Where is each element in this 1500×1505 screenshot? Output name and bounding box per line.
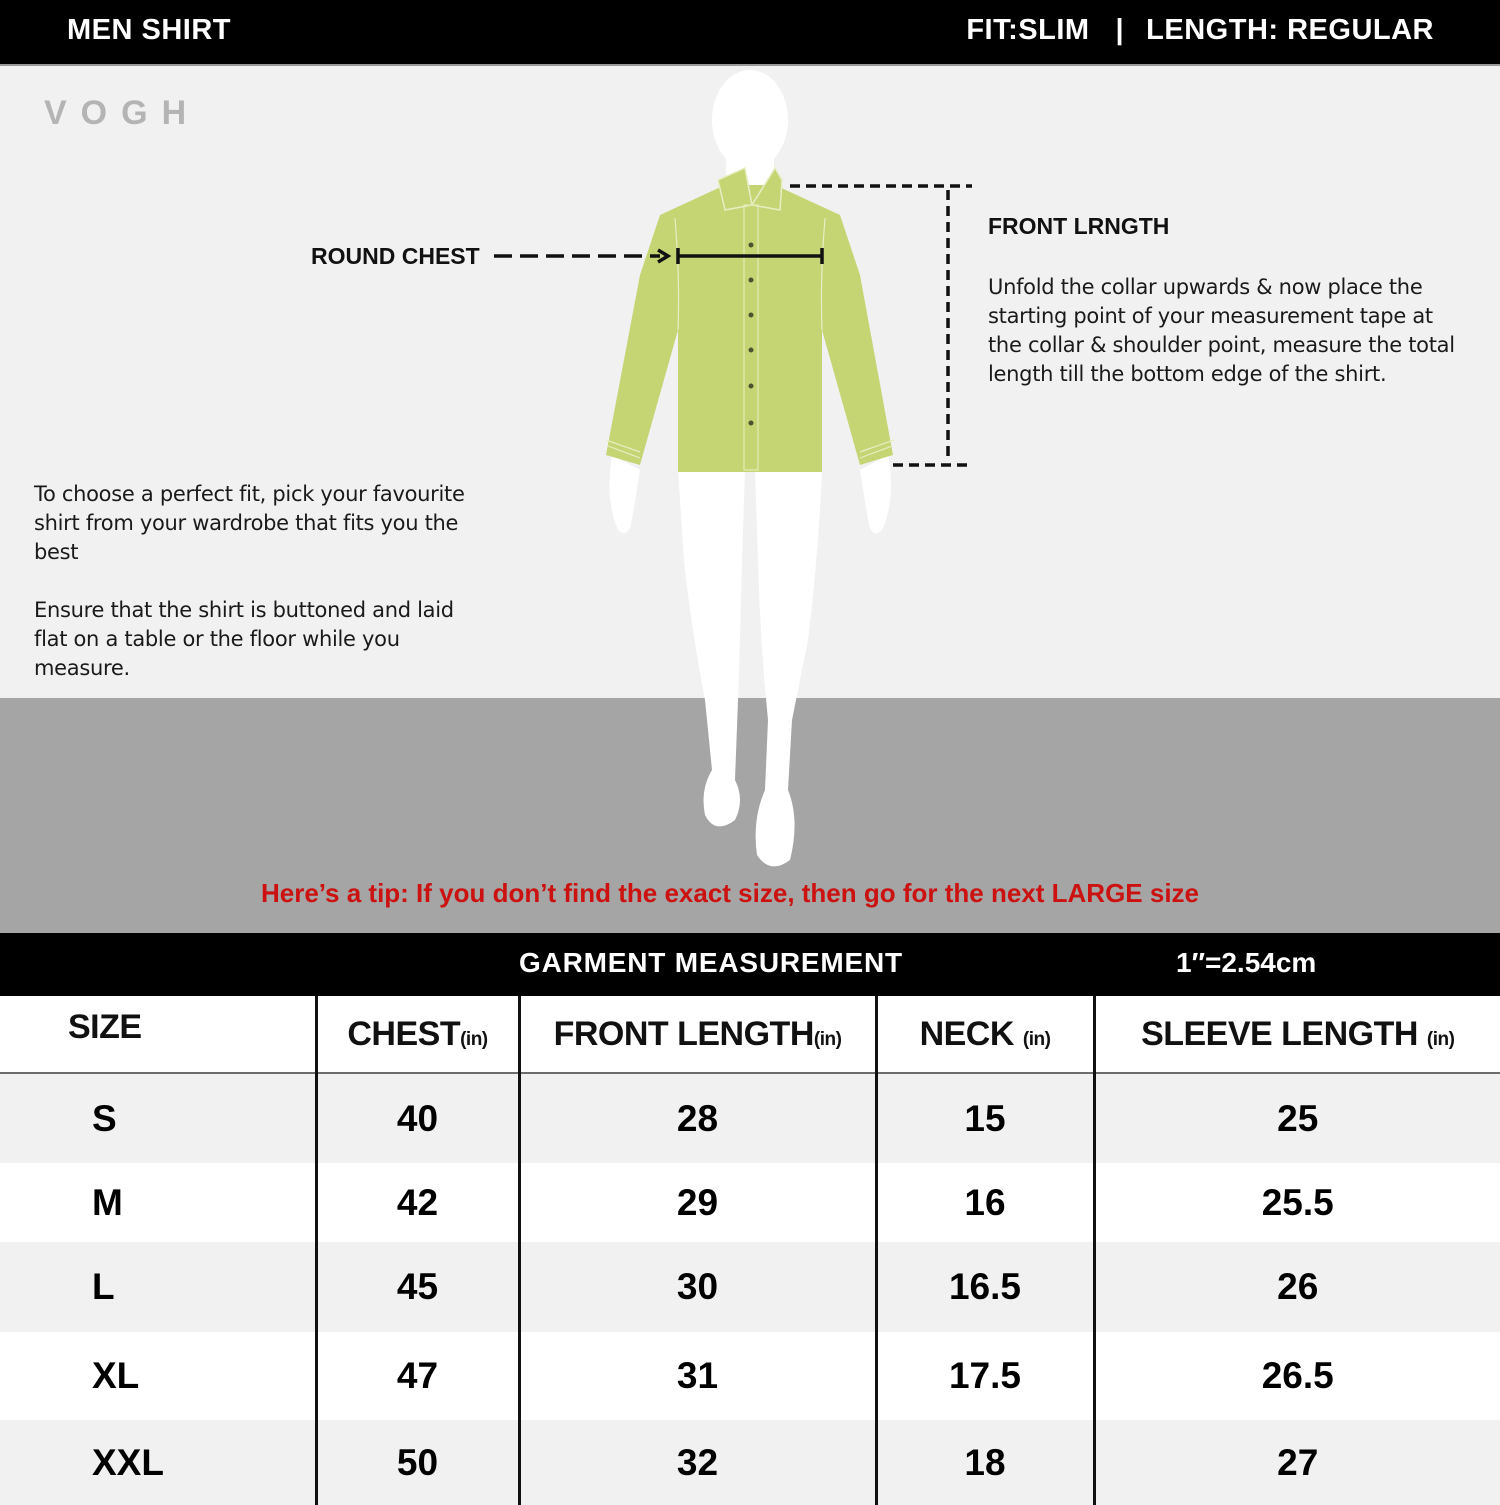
table-title: GARMENT MEASUREMENT bbox=[519, 947, 903, 978]
instruction-paragraph-2: Ensure that the shirt is buttoned and laid flat on a table or the floor while you measure. bbox=[34, 598, 454, 680]
separator: | bbox=[1115, 14, 1125, 46]
brand-logo: VOGH bbox=[44, 94, 201, 132]
product-title: MEN SHIRT bbox=[67, 14, 231, 46]
cell-neck: 16 bbox=[876, 1163, 1094, 1242]
instruction-paragraph-1: To choose a perfect fit, pick your favourite shirt from your wardrobe that fits you the best bbox=[34, 482, 465, 564]
cell-sleeve-length: 27 bbox=[1094, 1420, 1500, 1505]
table-row bbox=[0, 1073, 1500, 1163]
size-chart-table bbox=[0, 996, 1500, 1505]
cell-front-length: 32 bbox=[519, 1420, 876, 1505]
col-header-sleeve-length: SLEEVE LENGTH (in) bbox=[1094, 996, 1500, 1073]
table-row bbox=[0, 1420, 1500, 1505]
fit-info bbox=[966, 14, 1434, 47]
size-tip: Here’s a tip: If you don’t find the exact size, then go for the next LARGE size bbox=[260, 878, 1200, 908]
table-row bbox=[0, 1163, 1500, 1242]
cell-size: XXL bbox=[0, 1420, 316, 1505]
round-chest-label: ROUND CHEST bbox=[311, 243, 480, 269]
table-title-bar bbox=[0, 933, 1500, 996]
header-bar bbox=[0, 0, 1500, 66]
cell-chest: 42 bbox=[316, 1163, 519, 1242]
cell-neck: 17.5 bbox=[876, 1332, 1094, 1420]
cell-front-length: 29 bbox=[519, 1163, 876, 1242]
front-length-description: Unfold the collar upwards & now place the starting point of your measurement tape at the collar & shoulder point, measure the total length till the bottom edge of the shirt. bbox=[988, 275, 1455, 386]
unit-conversion: 1″=2.54cm bbox=[1176, 947, 1317, 978]
cell-sleeve-length: 25 bbox=[1094, 1073, 1500, 1163]
cell-size: L bbox=[0, 1242, 316, 1332]
cell-chest: 47 bbox=[316, 1332, 519, 1420]
table-header-row bbox=[0, 996, 1500, 1073]
table-row bbox=[0, 1332, 1500, 1420]
table-row bbox=[0, 1242, 1500, 1332]
cell-chest: 40 bbox=[316, 1073, 519, 1163]
col-header-chest: CHEST(in) bbox=[316, 996, 519, 1073]
cell-sleeve-length: 25.5 bbox=[1094, 1163, 1500, 1242]
cell-front-length: 30 bbox=[519, 1242, 876, 1332]
cell-neck: 15 bbox=[876, 1073, 1094, 1163]
cell-chest: 45 bbox=[316, 1242, 519, 1332]
cell-chest: 50 bbox=[316, 1420, 519, 1505]
col-header-front-length: FRONT LENGTH(in) bbox=[519, 996, 876, 1073]
fit-label: FIT:SLIM bbox=[966, 14, 1090, 46]
cell-sleeve-length: 26.5 bbox=[1094, 1332, 1500, 1420]
cell-neck: 18 bbox=[876, 1420, 1094, 1505]
cell-neck: 16.5 bbox=[876, 1242, 1094, 1332]
cell-size: M bbox=[0, 1163, 316, 1242]
length-label: LENGTH: REGULAR bbox=[1146, 14, 1434, 46]
cell-front-length: 28 bbox=[519, 1073, 876, 1163]
measurement-instructions bbox=[34, 480, 474, 683]
cell-front-length: 31 bbox=[519, 1332, 876, 1420]
col-header-size: SIZE bbox=[0, 996, 316, 1073]
cell-sleeve-length: 26 bbox=[1094, 1242, 1500, 1332]
col-header-neck: NECK (in) bbox=[876, 996, 1094, 1073]
cell-size: XL bbox=[0, 1332, 316, 1420]
cell-size: S bbox=[0, 1073, 316, 1163]
front-length-title: FRONT LRNGTH bbox=[988, 213, 1170, 239]
